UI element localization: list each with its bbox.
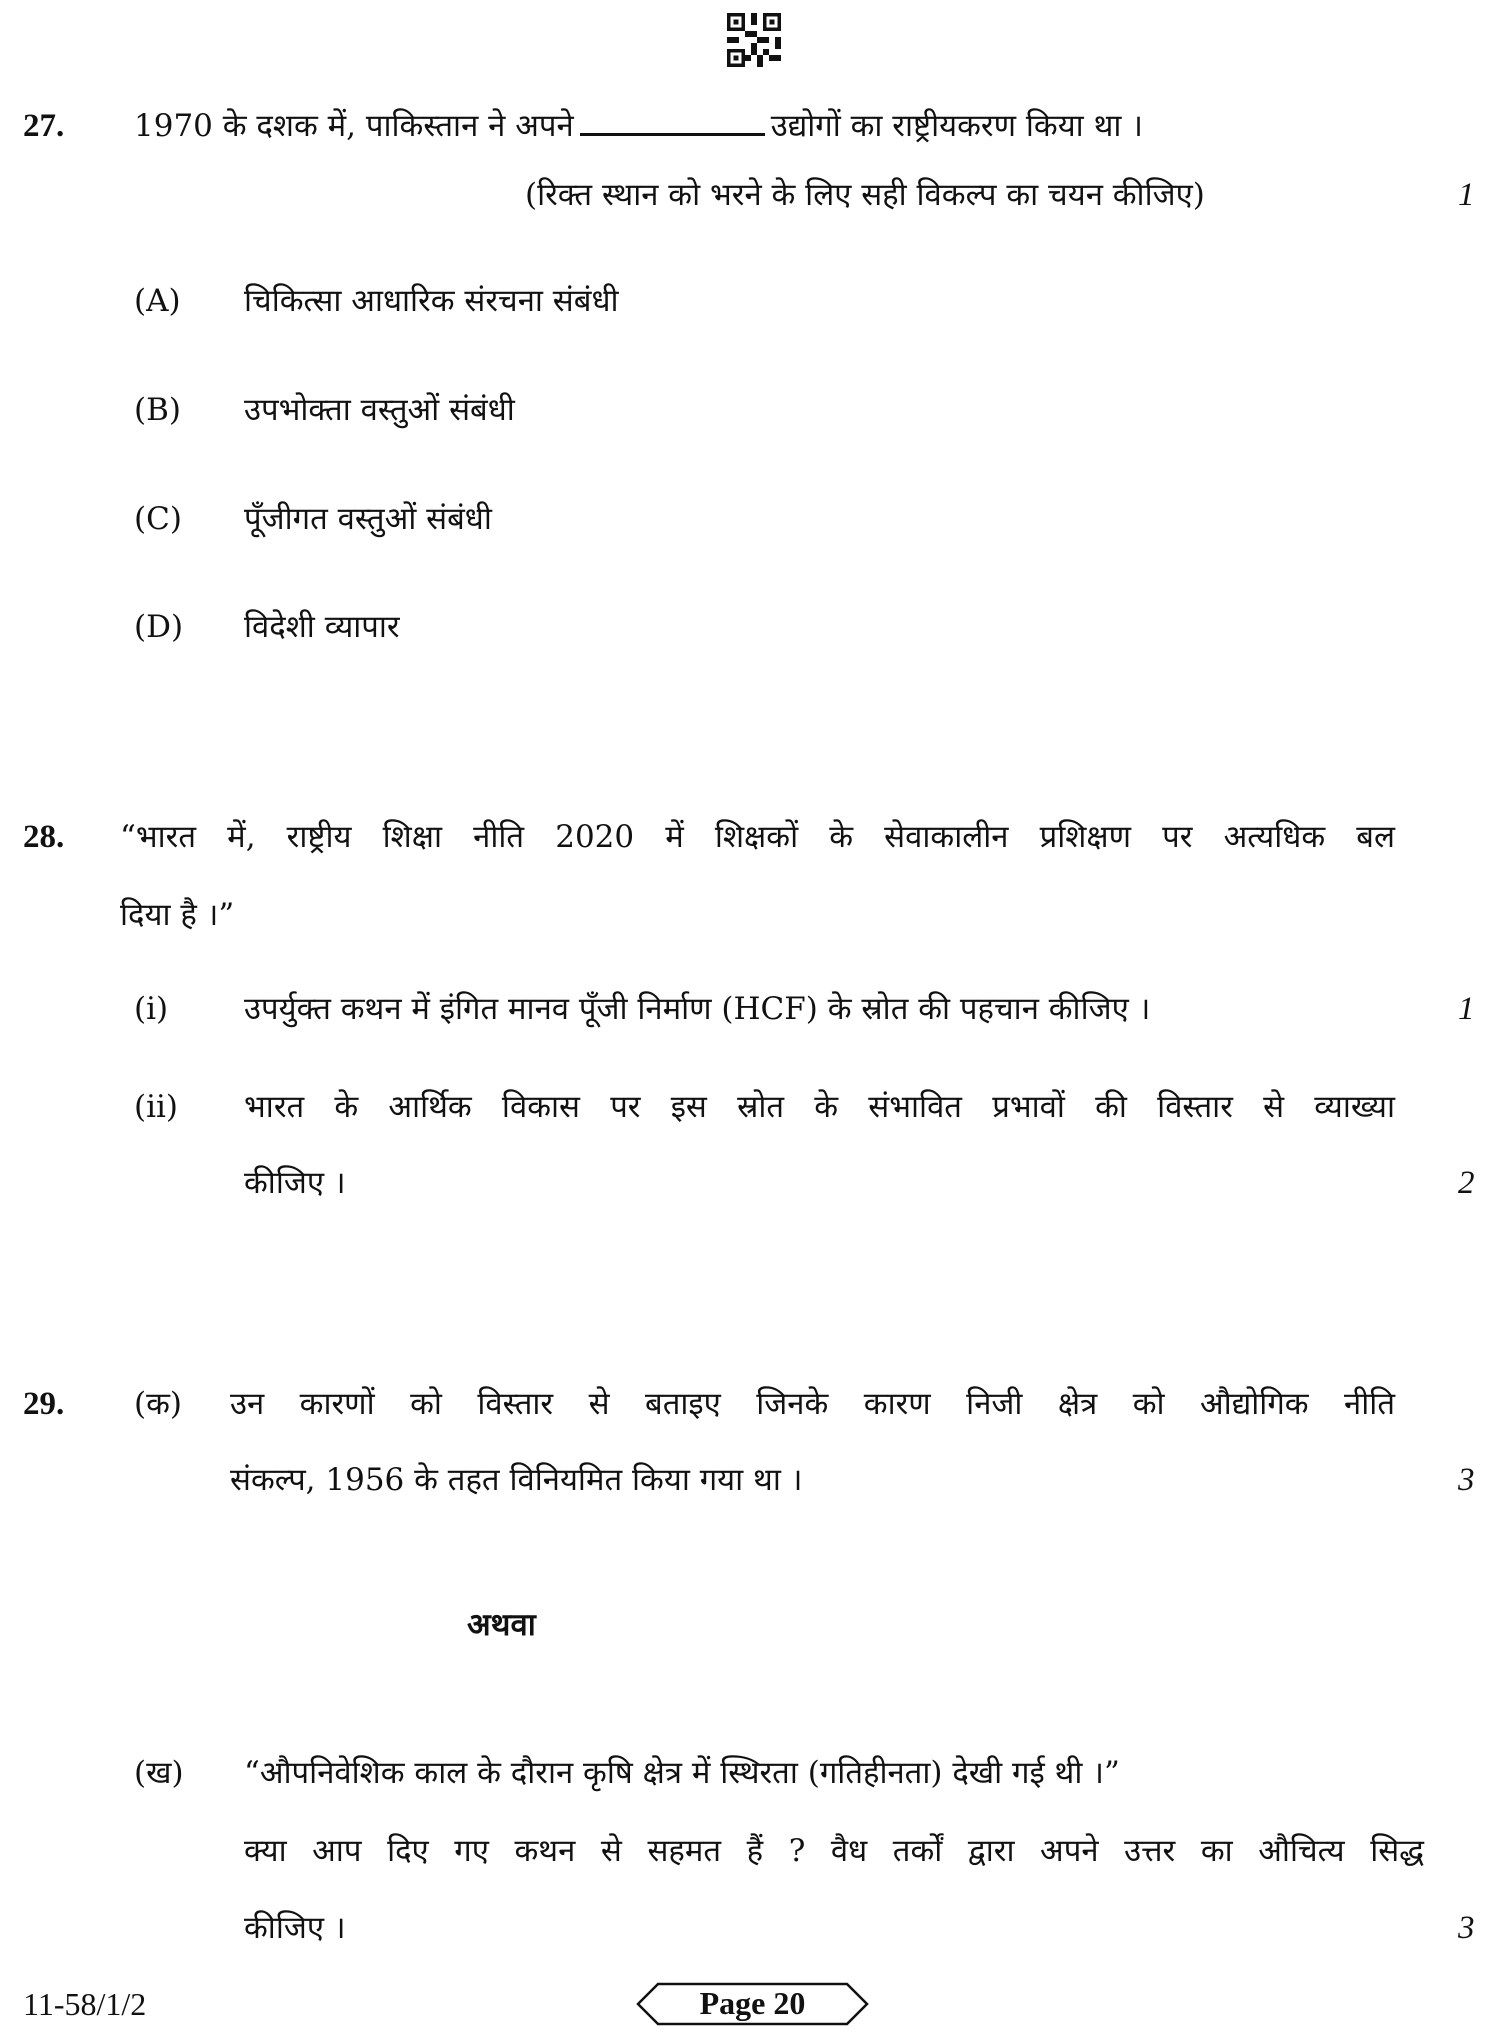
part-text: उन कारणों को विस्तार से बताइए जिनके कारण निजी क्षेत्र को औद्योगिक नीति: [230, 1386, 1395, 1422]
question-number: 28.: [23, 819, 65, 855]
part-text: संकल्प, 1956 के तहत विनियमित किया गया था ।: [230, 1462, 803, 1498]
marks: 3: [1458, 1910, 1475, 1946]
option-label: (C): [134, 501, 182, 537]
question-27-text: [134, 106, 1143, 146]
or-separator: अथवा: [467, 1607, 536, 1643]
option-text: उपभोक्ता वस्तुओं संबंधी: [244, 392, 515, 428]
part-label: (i): [134, 991, 169, 1027]
part-label: (क): [134, 1386, 182, 1422]
option-label: (B): [134, 392, 181, 428]
option-text: विदेशी व्यापार: [244, 609, 400, 645]
question-text-before: 1970 के दशक में, पाकिस्तान ने अपने: [134, 108, 574, 144]
part-text: कीजिए ।: [244, 1165, 346, 1201]
part-text: उपर्युक्त कथन में इंगित मानव पूँजी निर्माण (HCF) के स्रोत की पहचान कीजिए ।: [244, 991, 1151, 1027]
paper-code: 11-58/1/2: [23, 1986, 147, 2022]
instruction: (रिक्त स्थान को भरने के लिए सही विकल्प का चयन कीजिए): [525, 177, 1205, 213]
part-text: “औपनिवेशिक काल के दौरान कृषि क्षेत्र में स्थिरता (गतिहीनता) देखी गई थी ।”: [244, 1755, 1120, 1791]
page-number-badge: [636, 1982, 869, 2026]
marks: 1: [1458, 991, 1475, 1027]
marks: 2: [1458, 1165, 1475, 1201]
marks: 3: [1458, 1462, 1475, 1498]
part-label: (ii): [134, 1089, 179, 1125]
part-text: कीजिए ।: [244, 1910, 346, 1946]
part-text: भारत के आर्थिक विकास पर इस स्रोत के संभावित प्रभावों की विस्तार से व्याख्या: [244, 1089, 1396, 1125]
statement-line: “भारत में, राष्ट्रीय शिक्षा नीति 2020 में शिक्षकों के सेवाकालीन प्रशिक्षण पर अत्यधिक बल: [120, 819, 1395, 855]
fill-blank: [580, 111, 765, 136]
question-number: 27.: [23, 108, 65, 144]
qr-code: [727, 13, 781, 67]
part-label: (ख): [134, 1755, 184, 1791]
marks: 1: [1458, 177, 1475, 213]
option-text: चिकित्सा आधारिक संरचना संबंधी: [244, 283, 619, 319]
option-text: पूँजीगत वस्तुओं संबंधी: [244, 501, 492, 537]
part-text: क्या आप दिए गए कथन से सहमत हैं ? वैध तर्कों द्वारा अपने उत्तर का औचित्य सिद्ध: [244, 1833, 1424, 1869]
question-number: 29.: [23, 1386, 65, 1422]
page-number: Page 20: [699, 1985, 806, 2021]
statement-line: दिया है ।”: [120, 897, 235, 933]
option-label: (D): [134, 609, 184, 645]
option-label: (A): [134, 283, 181, 319]
question-text-after: उद्योगों का राष्ट्रीयकरण किया था ।: [770, 108, 1144, 144]
